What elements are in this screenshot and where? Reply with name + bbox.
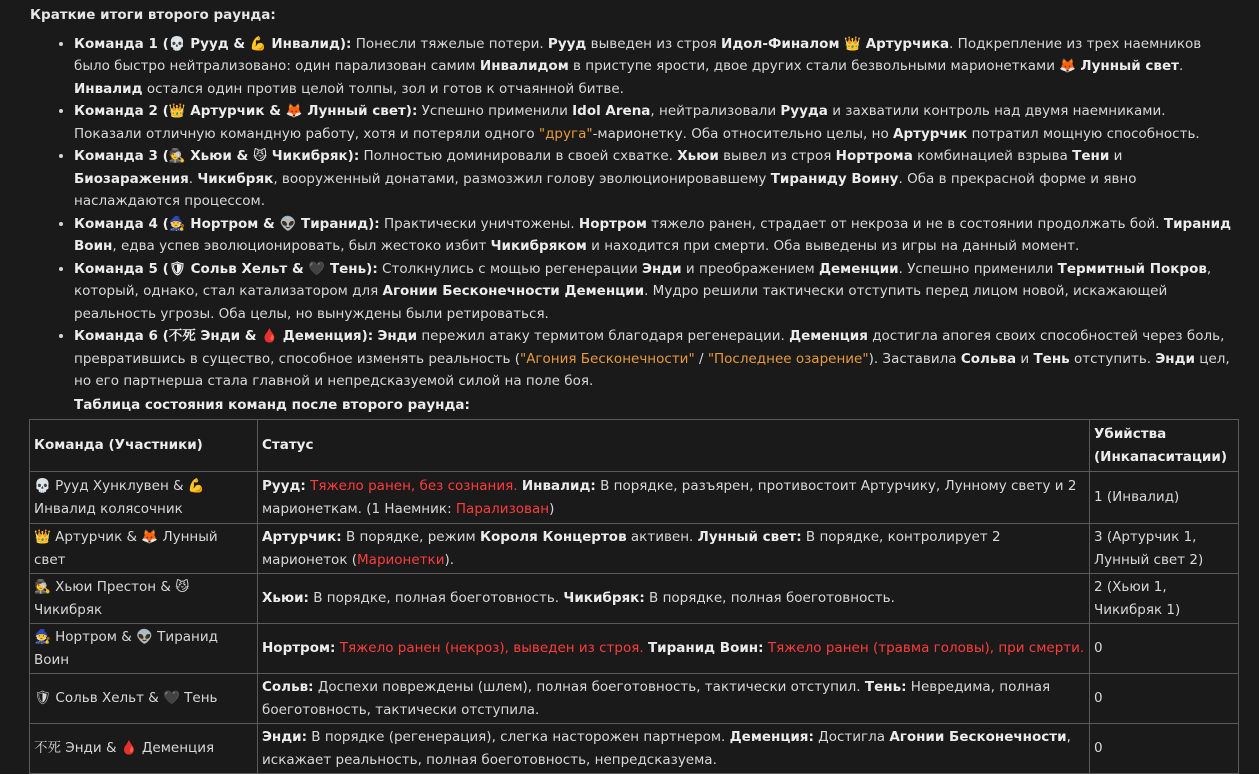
text-run: Доспехи повреждены (шлем), полная боеготовность, тактически отступил.: [313, 679, 865, 695]
text-run: вывел из строя: [718, 148, 836, 164]
text-run: и: [1016, 350, 1034, 367]
text-run: ). Заставила: [868, 350, 961, 367]
team-cell: 🕵 Хьюи Престон & 😼 Чикибряк: [30, 574, 258, 624]
bold-text: Чикибряк: [197, 170, 274, 187]
kills-cell: 0: [1090, 624, 1239, 674]
bold-text: Инвалидом: [479, 58, 569, 74]
bold-text: Idol Arena: [572, 103, 651, 119]
table-row: [30, 624, 1239, 674]
table-row: [30, 724, 1239, 774]
bold-text: Агонии Бесконечности: [889, 729, 1067, 745]
text-run: Невредима, полная боеготовность, тактически отступила.: [262, 679, 1051, 718]
text-run: Достигла: [813, 729, 890, 745]
bold-text: Рууд: [547, 35, 587, 52]
table-caption: Таблица состояния команд после второго раунда:: [74, 396, 470, 413]
quoted-highlight: "Последнее озарение": [707, 350, 869, 367]
status-cell: [258, 724, 1090, 774]
bold-text: Тени: [1072, 148, 1110, 164]
bold-text: Нортром: [578, 215, 647, 232]
team-summary-item: [74, 145, 1231, 213]
team-summary-item: [74, 100, 1231, 145]
bold-text: Нортрома: [835, 148, 913, 164]
critical-status-text: Парализован: [455, 500, 550, 517]
text-run: и: [1109, 148, 1123, 164]
kills-cell: 1 (Инвалид): [1090, 472, 1239, 524]
status-cell: [258, 624, 1090, 674]
bold-text: Инвалид:: [521, 478, 596, 494]
team-title: Команда 3 (🕵 Хьюи & 😼 Чикибряк):: [74, 148, 360, 164]
text-run: пережил атаку термитом благодаря регенерации.: [417, 328, 790, 344]
bold-text: Лунный свет: [1080, 58, 1179, 74]
bold-text: Деменции: [818, 260, 899, 277]
text-run: , нейтрализовали: [650, 103, 781, 119]
bold-text: Лунный свет:: [697, 529, 802, 545]
bold-text: Тиранид Воин: [74, 215, 1231, 254]
summary-heading: Краткие итоги второго раунда:: [30, 7, 276, 23]
text-run: , едва успев эволюционировать, был жестоко избит: [112, 238, 491, 254]
text-run: , вооруженный донатами, размозжил голову эволюционировавшему: [273, 170, 771, 187]
bold-text: Энди: [642, 260, 682, 277]
bold-text: Рууд:: [262, 478, 306, 494]
quoted-highlight: "Агония Бесконечности": [519, 350, 695, 367]
text-run: /: [694, 350, 708, 367]
bold-text: Биозаражения: [74, 170, 189, 187]
critical-status-text: Тяжело ранен, без сознания.: [310, 478, 518, 494]
bold-text: Тень:: [864, 679, 907, 695]
critical-status-text: Марионетки: [357, 551, 445, 568]
text-run: комбинацией взрыва: [912, 148, 1073, 164]
bold-text: Энди:: [262, 729, 307, 745]
kills-cell: 0: [1090, 674, 1239, 724]
text-run: . Подкрепление из трех наемников было быстро нейтрализовано: один парализован самим: [74, 35, 1202, 74]
team-title: Команда 4 (🧙 Нортром & 👽 Тиранид):: [74, 215, 380, 232]
text-run: Успешно применили: [417, 103, 573, 119]
quoted-highlight: "друга": [538, 125, 593, 142]
text-run: В порядке, полная боеготовность.: [644, 590, 895, 607]
table-header-row: [30, 420, 1239, 472]
text-run: . Успешно применили: [898, 260, 1058, 277]
text-run: активен.: [626, 529, 698, 545]
text-run: в приступе ярости, двое других стали безвольными марионетками 🦊: [568, 58, 1081, 74]
critical-status-text: Тяжело ранен (травма головы), при смерти.: [767, 640, 1085, 657]
text-run: В порядке (регенерация), слегка насторожен партнером.: [307, 729, 730, 745]
kills-cell: 3 (Артурчик 1, Лунный свет 2): [1090, 524, 1239, 574]
table-row: [30, 674, 1239, 724]
text-run: .: [1178, 58, 1184, 74]
team-summary-item: [74, 33, 1231, 101]
text-run: Понесли тяжелые потери.: [351, 35, 548, 52]
text-run: тяжело ранен, страдает от некроза и не в состоянии продолжать бой.: [646, 215, 1164, 232]
text-run: -марионетку. Оба относительно целы, но: [592, 125, 894, 142]
text-run: ).: [444, 551, 455, 568]
team-cell: 🛡 Сольв Хельт & 🖤 Тень: [30, 674, 258, 724]
bold-text: Чикибряком: [490, 238, 587, 254]
bold-text: Сольв:: [262, 679, 314, 695]
bold-text: Артурчик:: [262, 529, 342, 545]
header-team: Команда (Участники): [30, 420, 258, 472]
bold-text: Рууда: [780, 103, 828, 119]
bold-text: Энди: [377, 328, 418, 344]
text-run: выведен из строя: [586, 35, 722, 52]
bold-text: Деменция: [789, 328, 868, 344]
text-run: Полностью доминировали в своей схватке.: [359, 148, 678, 164]
text-run: цел, но его партнерша стала главной и непредсказуемой силой на поле боя.: [74, 350, 1230, 389]
text-run: В порядке, разъярен, противостоит Артурчику, Лунному свету и 2 марионеткам. (1 Наемник:: [262, 478, 1077, 517]
team-title: Команда 1 (💀 Рууд & 💪 Инвалид):: [74, 35, 352, 52]
table-row: [30, 472, 1239, 524]
bold-text: Тень: [1033, 350, 1070, 367]
bold-text: Хьюи:: [262, 590, 309, 607]
team-title: Команда 6 (不死 Энди & 🩸 Деменция):: [74, 328, 374, 344]
text-run: .: [188, 170, 198, 187]
bold-text: Идол-Финалом 👑 Артурчика: [721, 35, 950, 52]
table-row: [30, 524, 1239, 574]
text-run: ): [549, 500, 555, 517]
team-summary-item: [74, 325, 1231, 393]
header-kills: Убийства (Инкапаситации): [1090, 420, 1239, 472]
team-summary-list: [28, 33, 1231, 393]
bold-text: Нортром:: [262, 640, 336, 657]
kills-cell: 2 (Хьюи 1, Чикибряк 1): [1090, 574, 1239, 624]
bold-text: Тиранид Воин:: [647, 640, 764, 657]
bold-text: Инвалид: [74, 80, 143, 97]
team-cell: 不死 Энди & 🩸 Деменция: [30, 724, 258, 774]
text-run: . Мудро решили тактически отступить перед лицом новой, искажающей реальность угрозы. Оба целы, но вынуждены были ретироваться.: [74, 283, 1168, 322]
kills-cell: 0: [1090, 724, 1239, 774]
team-status-table: [29, 419, 1239, 774]
text-run: , искажает реальность, полная боеготовность, непредсказуема.: [262, 729, 1071, 768]
bold-text: Чикибряк:: [563, 590, 645, 607]
header-status: Статус: [258, 420, 1090, 472]
text-run: потратил мощную способность.: [967, 125, 1200, 142]
text-run: . Оба в прекрасной форме и явно наслаждаются процессом.: [74, 170, 1137, 209]
text-run: Практически уничтожены.: [379, 215, 579, 232]
text-run: и преображением: [681, 260, 819, 277]
team-cell: 👑 Артурчик & 🦊 Лунный свет: [30, 524, 258, 574]
text-run: остался один против целой толпы, зол и готов к отчаянной битве.: [142, 80, 624, 97]
bold-text: Энди: [1155, 350, 1195, 367]
team-cell: 💀 Рууд Хунклувен & 💪 Инвалид колясочник: [30, 472, 258, 524]
team-title: Команда 5 (🛡 Сольв Хельт & 🖤 Тень):: [74, 260, 378, 277]
bold-text: Сольва: [960, 350, 1017, 367]
bold-text: Тираниду Воину: [770, 170, 899, 187]
team-cell: 🧙 Нортром & 👽 Тиранид Воин: [30, 624, 258, 674]
critical-status-text: Тяжело ранен (некроз), выведен из строя.: [339, 640, 644, 657]
team-summary-item: [74, 258, 1231, 326]
text-run: и захватили контроль над двумя наемниками. Показали отличную командную работу, хотя и потеряли одного: [74, 103, 1166, 142]
bold-text: Термитный Покров: [1057, 260, 1207, 277]
bold-text: Хьюи: [677, 148, 719, 164]
text-run: В порядке, режим: [341, 529, 480, 545]
team-summary-item: [74, 213, 1231, 258]
status-cell: [258, 574, 1090, 624]
bold-text: Артурчик: [893, 125, 968, 142]
text-run: отступить.: [1069, 350, 1156, 367]
bold-text: Агонии Бесконечности Деменции: [382, 283, 645, 299]
bold-text: Деменция:: [729, 729, 814, 745]
text-run: В порядке, контролирует 2 марионеток (: [262, 529, 1001, 568]
bold-text: Короля Концертов: [480, 529, 627, 545]
status-cell: [258, 674, 1090, 724]
text-run: В порядке, полная боеготовность.: [308, 590, 564, 607]
text-run: достигла апогея своих способностей через боль, превратившись в существо, способное изменять реальность (: [74, 328, 1225, 367]
status-cell: [258, 472, 1090, 524]
text-run: и находится при смерти. Оба выведены из игры на данный момент.: [586, 238, 1080, 254]
text-run: , который, однако, стал катализатором для: [74, 260, 1212, 299]
table-row: [30, 574, 1239, 624]
text-run: Столкнулись с мощью регенерации: [377, 260, 643, 277]
status-cell: [258, 524, 1090, 574]
team-title: Команда 2 (👑 Артурчик & 🦊 Лунный свет):: [74, 103, 418, 119]
